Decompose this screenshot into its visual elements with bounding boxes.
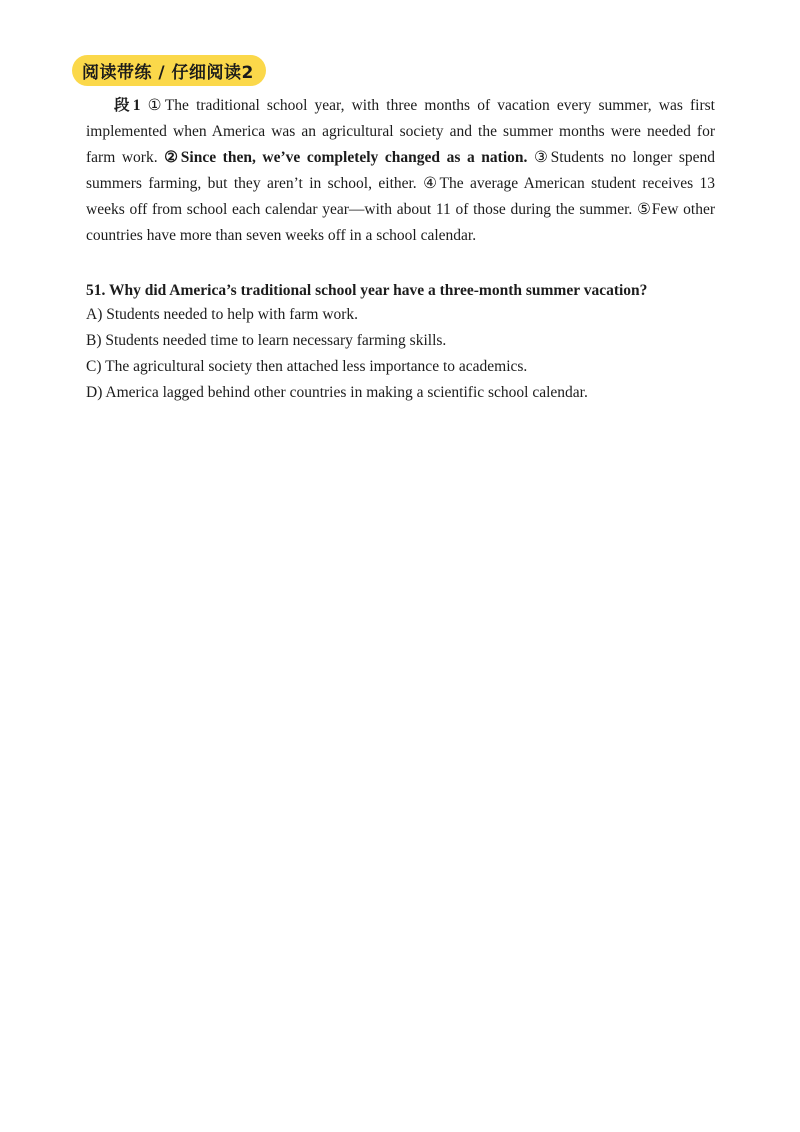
sentence-1: ①The traditional school year, with three months of vacation every summer, was first implemented when America was an agricultural society and the summer months were needed for farm work. xyxy=(86,97,715,166)
sentence-3: ③Students no longer spend summers farming, but they aren’t in school, either. xyxy=(86,148,716,192)
sentence-4: ④The average American student receives 13 weeks off from school each calendar year—with about 11 of those during the summer. xyxy=(86,174,716,218)
option-b: B) Students needed time to learn necessary farming skills. xyxy=(86,331,447,349)
option-a: A) Students needed to help with farm work. xyxy=(86,306,359,323)
question-stem: 51. Why did America’s traditional school year have a three-month summer vacation? xyxy=(86,282,648,299)
section-title: 阅读带练 / 仔细阅读2 xyxy=(82,63,254,83)
sentence-2: ②Since then, we’ve completely changed as a nation. xyxy=(164,148,528,166)
reading-passage xyxy=(86,93,715,248)
paragraph-label: 段1 xyxy=(114,97,141,114)
sentence-5: ⑤Few other countries have more than seven weeks off in a school calendar. xyxy=(86,200,715,244)
option-d: D) America lagged behind other countries in making a scientific school calendar. xyxy=(86,383,588,401)
section-banner xyxy=(72,55,266,86)
answer-options xyxy=(86,302,746,406)
option-c: C) The agricultural society then attached less importance to academics. xyxy=(86,357,528,375)
